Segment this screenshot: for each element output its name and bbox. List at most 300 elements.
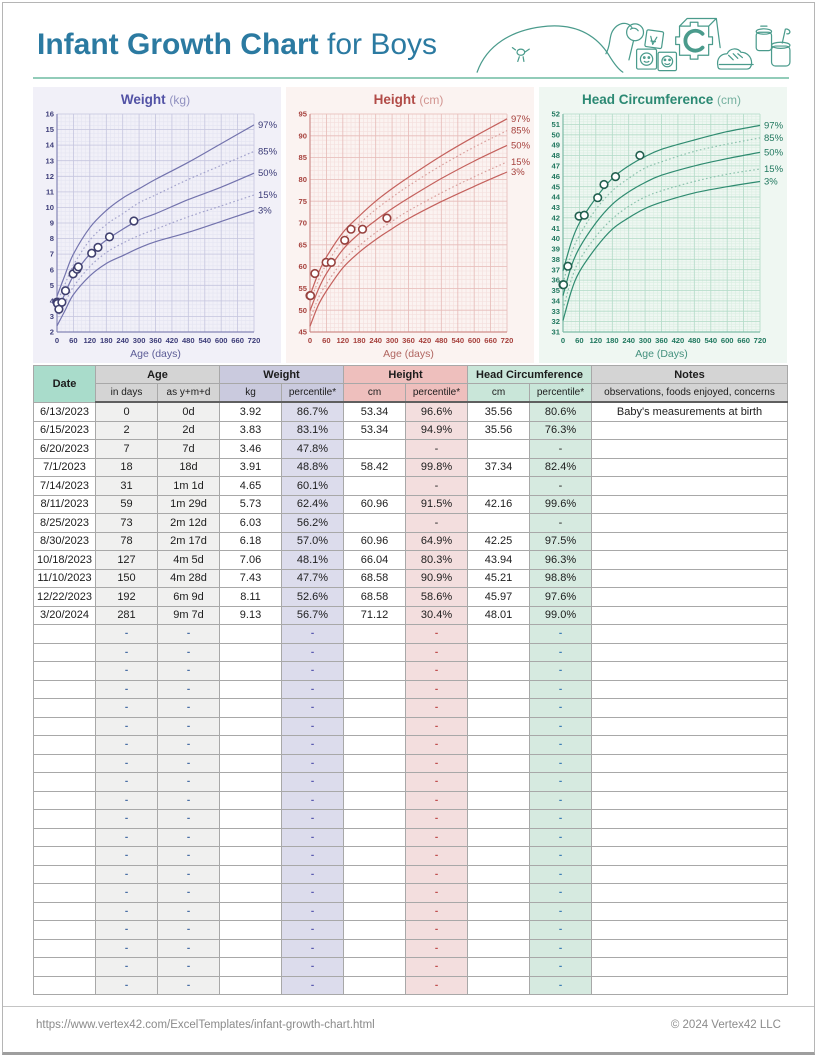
cell-date[interactable] [34,847,96,866]
cell-height-cm[interactable] [344,754,406,773]
cell-weight-percentile[interactable]: - [282,828,344,847]
cell-notes[interactable] [592,440,788,459]
cell-height-cm[interactable]: 68.58 [344,588,406,607]
cell-head-percentile[interactable]: - [530,754,592,773]
cell-head-cm[interactable] [468,477,530,496]
cell-height-cm[interactable] [344,791,406,810]
cell-weight-kg[interactable]: 4.65 [220,477,282,496]
cell-weight-percentile[interactable]: 48.1% [282,551,344,570]
cell-height-cm[interactable] [344,939,406,958]
cell-age-days[interactable]: - [96,791,158,810]
cell-age-ymd[interactable]: - [158,976,220,995]
cell-weight-kg[interactable]: 3.46 [220,440,282,459]
cell-height-percentile[interactable]: - [406,921,468,940]
cell-age-ymd[interactable]: - [158,717,220,736]
cell-notes[interactable] [592,643,788,662]
cell-head-cm[interactable] [468,828,530,847]
cell-head-cm[interactable]: 45.21 [468,569,530,588]
cell-head-percentile[interactable]: - [530,699,592,718]
cell-weight-kg[interactable] [220,976,282,995]
cell-weight-kg[interactable]: 7.43 [220,569,282,588]
cell-head-cm[interactable]: 35.56 [468,402,530,421]
cell-age-ymd[interactable]: - [158,810,220,829]
cell-height-cm[interactable] [344,440,406,459]
cell-age-ymd[interactable]: 1m 1d [158,477,220,496]
cell-head-cm[interactable] [468,921,530,940]
cell-head-percentile[interactable]: 97.5% [530,532,592,551]
cell-age-days[interactable]: - [96,902,158,921]
cell-head-cm[interactable] [468,847,530,866]
cell-notes[interactable] [592,606,788,625]
cell-height-cm[interactable] [344,865,406,884]
cell-height-percentile[interactable]: - [406,440,468,459]
cell-height-percentile[interactable]: - [406,643,468,662]
cell-weight-percentile[interactable]: - [282,865,344,884]
cell-weight-percentile[interactable]: - [282,625,344,644]
cell-weight-percentile[interactable]: - [282,884,344,903]
cell-age-ymd[interactable]: - [158,865,220,884]
cell-age-days[interactable]: 192 [96,588,158,607]
cell-age-days[interactable]: - [96,680,158,699]
cell-date[interactable]: 8/30/2023 [34,532,96,551]
cell-age-days[interactable]: - [96,717,158,736]
cell-height-cm[interactable] [344,976,406,995]
cell-weight-percentile[interactable]: 86.7% [282,402,344,421]
cell-head-percentile[interactable]: - [530,514,592,533]
cell-date[interactable] [34,865,96,884]
cell-height-percentile[interactable]: 91.5% [406,495,468,514]
cell-age-days[interactable]: 59 [96,495,158,514]
cell-height-cm[interactable]: 60.96 [344,495,406,514]
cell-height-cm[interactable] [344,902,406,921]
cell-age-days[interactable]: - [96,736,158,755]
cell-date[interactable] [34,643,96,662]
cell-head-percentile[interactable]: - [530,828,592,847]
cell-head-cm[interactable] [468,976,530,995]
cell-date[interactable]: 6/15/2023 [34,421,96,440]
cell-age-days[interactable]: - [96,921,158,940]
cell-weight-kg[interactable] [220,865,282,884]
cell-head-percentile[interactable]: - [530,662,592,681]
cell-age-ymd[interactable]: 9m 7d [158,606,220,625]
cell-head-percentile[interactable]: 76.3% [530,421,592,440]
cell-notes[interactable] [592,477,788,496]
cell-head-percentile[interactable]: - [530,736,592,755]
cell-date[interactable] [34,884,96,903]
cell-weight-percentile[interactable]: - [282,717,344,736]
cell-height-cm[interactable]: 60.96 [344,532,406,551]
cell-head-percentile[interactable]: - [530,810,592,829]
cell-height-cm[interactable] [344,717,406,736]
cell-age-ymd[interactable]: - [158,625,220,644]
cell-notes[interactable]: Baby's measurements at birth [592,402,788,421]
cell-weight-percentile[interactable]: - [282,921,344,940]
cell-weight-percentile[interactable]: 56.2% [282,514,344,533]
cell-head-percentile[interactable]: - [530,902,592,921]
cell-height-percentile[interactable]: - [406,810,468,829]
cell-date[interactable]: 11/10/2023 [34,569,96,588]
cell-weight-kg[interactable] [220,847,282,866]
cell-weight-kg[interactable] [220,884,282,903]
cell-date[interactable]: 12/22/2023 [34,588,96,607]
cell-weight-percentile[interactable]: - [282,662,344,681]
cell-weight-kg[interactable] [220,773,282,792]
cell-height-percentile[interactable]: - [406,976,468,995]
cell-height-percentile[interactable]: - [406,939,468,958]
cell-weight-kg[interactable] [220,902,282,921]
cell-head-cm[interactable] [468,514,530,533]
cell-date[interactable] [34,699,96,718]
cell-weight-percentile[interactable]: - [282,643,344,662]
cell-notes[interactable] [592,662,788,681]
cell-head-cm[interactable] [468,717,530,736]
cell-weight-percentile[interactable]: - [282,847,344,866]
cell-head-percentile[interactable]: 82.4% [530,458,592,477]
cell-head-percentile[interactable]: - [530,884,592,903]
cell-height-percentile[interactable]: - [406,662,468,681]
cell-weight-percentile[interactable]: 83.1% [282,421,344,440]
cell-head-cm[interactable] [468,625,530,644]
cell-age-days[interactable]: 18 [96,458,158,477]
cell-age-ymd[interactable]: 7d [158,440,220,459]
cell-height-percentile[interactable]: 30.4% [406,606,468,625]
cell-weight-percentile[interactable]: - [282,754,344,773]
cell-age-ymd[interactable]: - [158,939,220,958]
cell-date[interactable] [34,791,96,810]
cell-head-percentile[interactable]: - [530,921,592,940]
cell-notes[interactable] [592,699,788,718]
cell-weight-kg[interactable] [220,643,282,662]
cell-head-percentile[interactable]: 97.6% [530,588,592,607]
cell-height-cm[interactable] [344,514,406,533]
cell-weight-percentile[interactable]: - [282,680,344,699]
cell-age-ymd[interactable]: - [158,773,220,792]
cell-notes[interactable] [592,921,788,940]
cell-head-cm[interactable]: 37.34 [468,458,530,477]
cell-height-cm[interactable] [344,736,406,755]
cell-head-cm[interactable]: 42.25 [468,532,530,551]
cell-head-cm[interactable]: 42.16 [468,495,530,514]
cell-age-days[interactable]: 78 [96,532,158,551]
cell-weight-percentile[interactable]: 57.0% [282,532,344,551]
cell-notes[interactable] [592,810,788,829]
cell-head-percentile[interactable]: - [530,791,592,810]
cell-age-ymd[interactable]: 0d [158,402,220,421]
cell-head-percentile[interactable]: 99.0% [530,606,592,625]
cell-head-cm[interactable] [468,662,530,681]
cell-date[interactable] [34,939,96,958]
cell-weight-kg[interactable]: 9.13 [220,606,282,625]
cell-weight-kg[interactable] [220,754,282,773]
cell-head-cm[interactable] [468,680,530,699]
cell-notes[interactable] [592,902,788,921]
cell-notes[interactable] [592,865,788,884]
cell-head-cm[interactable] [468,440,530,459]
cell-weight-kg[interactable] [220,699,282,718]
cell-age-ymd[interactable]: - [158,699,220,718]
cell-notes[interactable] [592,551,788,570]
cell-age-ymd[interactable]: - [158,921,220,940]
cell-head-cm[interactable] [468,773,530,792]
cell-age-days[interactable]: - [96,847,158,866]
cell-weight-kg[interactable] [220,717,282,736]
cell-head-percentile[interactable]: - [530,440,592,459]
cell-age-ymd[interactable]: - [158,736,220,755]
cell-age-days[interactable]: - [96,699,158,718]
cell-age-ymd[interactable]: - [158,791,220,810]
cell-height-cm[interactable] [344,847,406,866]
cell-weight-percentile[interactable]: 47.7% [282,569,344,588]
cell-head-percentile[interactable]: 80.6% [530,402,592,421]
cell-height-percentile[interactable]: - [406,736,468,755]
cell-head-percentile[interactable]: 98.8% [530,569,592,588]
cell-weight-percentile[interactable]: - [282,699,344,718]
cell-date[interactable] [34,662,96,681]
cell-age-ymd[interactable]: 18d [158,458,220,477]
cell-notes[interactable] [592,680,788,699]
cell-age-days[interactable]: - [96,643,158,662]
cell-weight-kg[interactable]: 6.03 [220,514,282,533]
cell-notes[interactable] [592,791,788,810]
cell-age-days[interactable]: 281 [96,606,158,625]
cell-date[interactable] [34,736,96,755]
cell-weight-percentile[interactable]: 48.8% [282,458,344,477]
cell-head-cm[interactable] [468,643,530,662]
cell-height-cm[interactable]: 68.58 [344,569,406,588]
cell-date[interactable] [34,828,96,847]
cell-notes[interactable] [592,773,788,792]
cell-height-percentile[interactable]: - [406,514,468,533]
cell-date[interactable]: 6/20/2023 [34,440,96,459]
cell-age-days[interactable]: - [96,810,158,829]
cell-head-cm[interactable] [468,791,530,810]
cell-age-days[interactable]: - [96,773,158,792]
cell-height-percentile[interactable]: 90.9% [406,569,468,588]
cell-head-percentile[interactable]: - [530,958,592,977]
cell-notes[interactable] [592,717,788,736]
cell-weight-percentile[interactable]: - [282,810,344,829]
cell-weight-kg[interactable] [220,828,282,847]
cell-weight-kg[interactable] [220,958,282,977]
cell-weight-percentile[interactable]: 52.6% [282,588,344,607]
cell-weight-kg[interactable] [220,625,282,644]
cell-weight-kg[interactable] [220,939,282,958]
cell-weight-kg[interactable]: 5.73 [220,495,282,514]
cell-age-days[interactable]: 127 [96,551,158,570]
cell-age-ymd[interactable]: 2m 17d [158,532,220,551]
cell-height-cm[interactable] [344,921,406,940]
cell-head-percentile[interactable]: - [530,477,592,496]
cell-notes[interactable] [592,421,788,440]
cell-weight-kg[interactable] [220,810,282,829]
cell-height-percentile[interactable]: - [406,902,468,921]
cell-height-percentile[interactable]: - [406,680,468,699]
cell-head-percentile[interactable]: - [530,847,592,866]
cell-height-cm[interactable] [344,699,406,718]
cell-age-days[interactable]: - [96,939,158,958]
cell-height-cm[interactable]: 58.42 [344,458,406,477]
cell-head-cm[interactable] [468,958,530,977]
cell-age-ymd[interactable]: 2m 12d [158,514,220,533]
cell-height-percentile[interactable]: 80.3% [406,551,468,570]
cell-date[interactable]: 7/1/2023 [34,458,96,477]
cell-height-cm[interactable] [344,625,406,644]
cell-age-ymd[interactable]: - [158,902,220,921]
cell-head-percentile[interactable]: - [530,680,592,699]
cell-weight-kg[interactable]: 6.18 [220,532,282,551]
cell-notes[interactable] [592,495,788,514]
cell-height-cm[interactable] [344,643,406,662]
cell-notes[interactable] [592,754,788,773]
cell-date[interactable] [34,717,96,736]
cell-height-cm[interactable]: 71.12 [344,606,406,625]
cell-date[interactable]: 6/13/2023 [34,402,96,421]
cell-date[interactable] [34,958,96,977]
cell-height-percentile[interactable]: - [406,754,468,773]
cell-weight-kg[interactable]: 8.11 [220,588,282,607]
cell-height-cm[interactable]: 53.34 [344,402,406,421]
cell-notes[interactable] [592,958,788,977]
cell-height-cm[interactable] [344,810,406,829]
cell-date[interactable] [34,680,96,699]
cell-height-percentile[interactable]: - [406,773,468,792]
cell-weight-percentile[interactable]: - [282,976,344,995]
cell-height-percentile[interactable]: - [406,625,468,644]
cell-head-cm[interactable] [468,939,530,958]
cell-weight-kg[interactable] [220,791,282,810]
cell-head-percentile[interactable]: 99.6% [530,495,592,514]
cell-age-ymd[interactable]: - [158,662,220,681]
cell-notes[interactable] [592,458,788,477]
cell-height-percentile[interactable]: 64.9% [406,532,468,551]
cell-weight-percentile[interactable]: - [282,958,344,977]
cell-age-days[interactable]: - [96,754,158,773]
cell-age-ymd[interactable]: 4m 28d [158,569,220,588]
cell-date[interactable]: 8/25/2023 [34,514,96,533]
cell-age-ymd[interactable]: - [158,958,220,977]
cell-date[interactable] [34,625,96,644]
cell-notes[interactable] [592,828,788,847]
cell-height-percentile[interactable]: - [406,884,468,903]
cell-height-cm[interactable] [344,958,406,977]
cell-notes[interactable] [592,847,788,866]
cell-weight-kg[interactable] [220,736,282,755]
cell-height-percentile[interactable]: - [406,717,468,736]
cell-notes[interactable] [592,532,788,551]
cell-height-percentile[interactable]: 94.9% [406,421,468,440]
cell-head-cm[interactable] [468,754,530,773]
cell-head-percentile[interactable]: - [530,643,592,662]
cell-age-days[interactable]: - [96,662,158,681]
cell-head-percentile[interactable]: - [530,939,592,958]
cell-height-percentile[interactable]: - [406,847,468,866]
cell-head-cm[interactable] [468,736,530,755]
cell-date[interactable]: 10/18/2023 [34,551,96,570]
cell-head-cm[interactable]: 35.56 [468,421,530,440]
cell-head-cm[interactable]: 48.01 [468,606,530,625]
cell-date[interactable] [34,902,96,921]
cell-height-percentile[interactable]: 96.6% [406,402,468,421]
cell-head-percentile[interactable]: - [530,976,592,995]
cell-age-days[interactable]: - [96,828,158,847]
cell-height-cm[interactable]: 53.34 [344,421,406,440]
cell-notes[interactable] [592,976,788,995]
cell-height-cm[interactable]: 66.04 [344,551,406,570]
cell-age-days[interactable]: 150 [96,569,158,588]
cell-head-percentile[interactable]: 96.3% [530,551,592,570]
cell-age-ymd[interactable]: 4m 5d [158,551,220,570]
cell-age-days[interactable]: - [96,625,158,644]
cell-weight-kg[interactable]: 3.83 [220,421,282,440]
cell-height-cm[interactable] [344,680,406,699]
cell-age-ymd[interactable]: - [158,828,220,847]
cell-height-cm[interactable] [344,828,406,847]
cell-height-percentile[interactable]: - [406,958,468,977]
cell-weight-kg[interactable] [220,921,282,940]
cell-date[interactable]: 3/20/2024 [34,606,96,625]
cell-weight-kg[interactable] [220,662,282,681]
cell-weight-percentile[interactable]: - [282,773,344,792]
cell-notes[interactable] [592,736,788,755]
cell-height-cm[interactable] [344,773,406,792]
cell-height-percentile[interactable]: - [406,477,468,496]
cell-height-percentile[interactable]: 58.6% [406,588,468,607]
cell-height-percentile[interactable]: - [406,791,468,810]
cell-height-percentile[interactable]: - [406,828,468,847]
cell-age-days[interactable]: - [96,976,158,995]
cell-head-cm[interactable] [468,902,530,921]
cell-age-ymd[interactable]: - [158,884,220,903]
cell-weight-kg[interactable]: 3.91 [220,458,282,477]
cell-notes[interactable] [592,939,788,958]
cell-head-cm[interactable] [468,865,530,884]
cell-head-percentile[interactable]: - [530,773,592,792]
cell-date[interactable] [34,976,96,995]
cell-age-days[interactable]: 31 [96,477,158,496]
cell-age-days[interactable]: - [96,884,158,903]
cell-head-cm[interactable]: 45.97 [468,588,530,607]
footer-url-link[interactable]: https://www.vertex42.com/ExcelTemplates/infant-growth-chart.html [36,1019,375,1031]
cell-date[interactable] [34,773,96,792]
cell-weight-kg[interactable]: 7.06 [220,551,282,570]
cell-age-ymd[interactable]: 2d [158,421,220,440]
cell-head-percentile[interactable]: - [530,625,592,644]
cell-height-cm[interactable] [344,662,406,681]
cell-head-cm[interactable]: 43.94 [468,551,530,570]
cell-age-ymd[interactable]: 6m 9d [158,588,220,607]
cell-height-percentile[interactable]: 99.8% [406,458,468,477]
cell-age-ymd[interactable]: - [158,643,220,662]
cell-date[interactable] [34,754,96,773]
cell-weight-percentile[interactable]: - [282,902,344,921]
cell-head-cm[interactable] [468,699,530,718]
cell-age-ymd[interactable]: - [158,847,220,866]
cell-age-days[interactable]: 2 [96,421,158,440]
cell-notes[interactable] [592,625,788,644]
cell-head-percentile[interactable]: - [530,865,592,884]
cell-notes[interactable] [592,514,788,533]
cell-age-days[interactable]: - [96,865,158,884]
cell-notes[interactable] [592,884,788,903]
cell-weight-percentile[interactable]: 62.4% [282,495,344,514]
cell-weight-percentile[interactable]: 56.7% [282,606,344,625]
cell-age-days[interactable]: 73 [96,514,158,533]
cell-age-days[interactable]: 0 [96,402,158,421]
cell-age-ymd[interactable]: - [158,754,220,773]
cell-notes[interactable] [592,569,788,588]
cell-head-cm[interactable] [468,884,530,903]
cell-height-percentile[interactable]: - [406,699,468,718]
